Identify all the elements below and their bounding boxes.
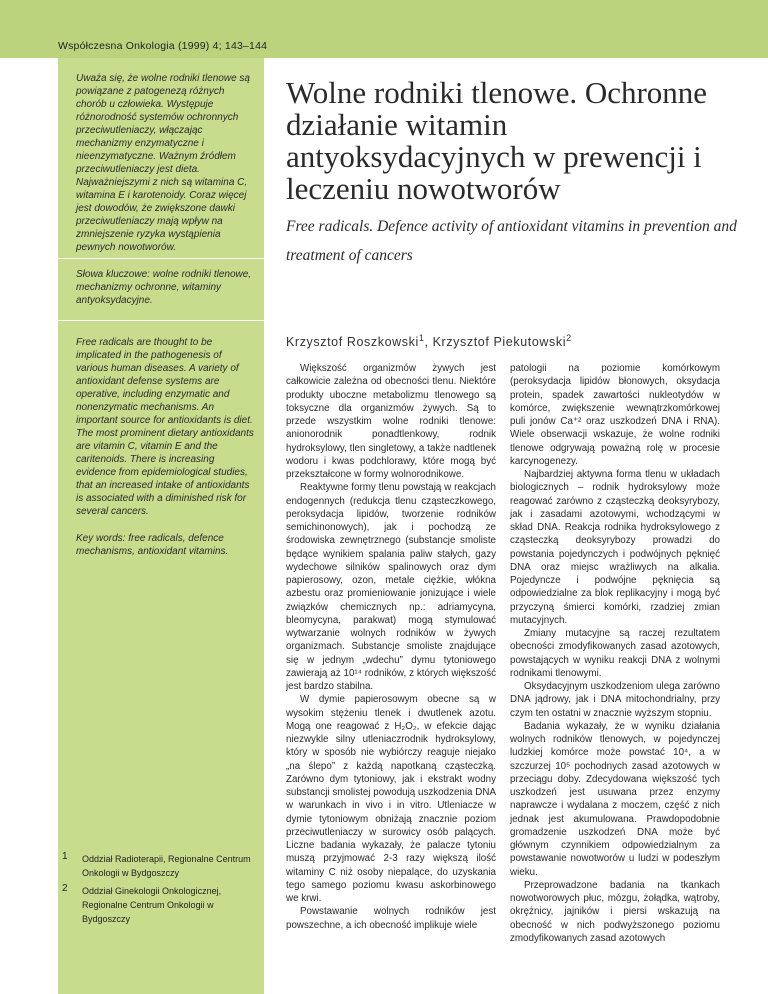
- author-separator: ,: [424, 335, 433, 350]
- footnote-number: 2: [62, 883, 68, 894]
- footnote-number: 1: [62, 851, 68, 862]
- body-paragraph: Badania wykazały, że w wyniku działania wolnych rodników tlenowych, w pojedynczej ludzkiej komórce może powstać 10⁴, a w szczurzej 10⁵ pochodnych zasad azotowych w przeciągu doby. Zdecydowana większość tych uszkodzeń jest usuwana przez enzymy naprawcze i wydalana z moczem, część z nich jednak jest akumulowana. Prawdopodobnie gromadzenie uszkodzeń DNA może być głównym czynnikiem odpowiedzialnym za powstawanie nowotworów u ludzi w podeszłym wieku.: [510, 720, 720, 878]
- article-subtitle: Free radicals. Defence activity of antioxidant vitamins in prevention and treatment of cancers: [286, 218, 737, 264]
- author-list: [286, 333, 572, 349]
- sidebar-divider: [58, 320, 264, 321]
- abstract-english: Free radicals are thought to be implicated in the pathogenesis of various human diseases. A variety of antioxidant defense systems are operative, including enzymatic and nonenzymatic mechanisms. An important source for antioxidants is diet. The most prominent dietary antioxidants are vitamin C, vitamin E and the caritenoids. There is increasing evidence from epidemiological studies, that an increased intake of antioxidants is associated with a diminished risk for several cancers.: [76, 337, 254, 517]
- body-paragraph: W dymie papierosowym obecne są w wysokim stężeniu tlenek i dwutlenek azotu. Mogą one reagować z H₂O₂, w efekcie dając niezwykle silny utleniaczrodnik hydroksylowy, który w sposób nie wybiórczy reaguje niejako „na ślepo” z każdą napotkaną cząsteczką. Zarówno dym tytoniowy, jak i ekstrakt wodny substancji smolistej powodują uszkodzenia DNA w warunkach in vivo i in vitro. Utleniacze w dymie tytoniowym obniżają znacznie poziom przeciwutleniaczy w surowicy osób palących. Liczne badania wykazały, że palacze tytoniu muszą przyjmować 2-3 razy większą ilość witaminy C niż osoby niepalące, do uzyskania tego samego poziomu kwasu askorbinowego we krwi.: [286, 694, 496, 904]
- body-paragraph: Oksydacyjnym uszkodzeniom ulega zarówno DNA jądrowy, jak i DNA mitochondrialny, przy czym ten ostatni w znacznie wyższym stopniu.: [510, 681, 720, 719]
- author-name: Krzysztof Piekutowski: [432, 335, 567, 350]
- journal-citation: Współczesna Onkologia (1999) 4; 143–144: [58, 40, 268, 52]
- body-paragraph: Przeprowadzone badania na tkankach nowotworowych płuc, mózgu, żołądka, wątroby, okrężnicy, jajników i piersi wskazują na obecność w nich podwyższonego poziomu zmodyfikowanych zasad azotowych: [510, 879, 720, 944]
- abstract-polish: Uważa się, że wolne rodniki tlenowe są powiązane z patogenezą różnych chorób u człowieka. Występuje różnorodność systemów ochronnych przeciwutleniaczy, włączając mechanizmy enzymatyczne i nieenzymatyczne. Ważnym źródłem przeciwutleniaczy jest dieta. Najważniejszymi z nich są witamina C, witamina E i karotenoidy. Coraz więcej jest dowodów, że zwiększone dawki przeciwutleniaczy mają wpływ na zmniejszenie ryzyka wystąpienia pewnych nowotworów.: [76, 73, 250, 253]
- body-paragraph: Najbardziej aktywna forma tlenu w układach biologicznych – rodnik hydroksylowy może reagować zarówno z cząsteczką deoksyrybozy, jak i zasadami azotowymi, wchodzącymi w skład DNA. Reakcja rodnika hydroksylowego z cząsteczką deoksyrybozy prowadzi do powstania pojedynczych i podwójnych pęknięć DNA oraz miejsc wrażliwych na alkalia. Pojedyncze i podwójne pęknięcia są odpowiedzialne za blok replikacyjny i mogą być przyczyną śmierci komórki, rzadziej zmian mutacyjnych.: [510, 469, 720, 626]
- body-paragraph: patologii na poziomie komórkowym (peroksydacja lipidów błonowych, oksydacja protein, spadek zawartości nukleotydów w komórce, zwiększenie wewnątrzkomórkowej puli jonów Ca⁺² oraz uszkodzeń DNA i RNA). Wiele obserwacji wskazuje, że wolne rodniki tlenowe odgrywają poważną rolę w procesie karcynogenezy.: [510, 363, 720, 467]
- body-paragraph: Reaktywne formy tlenu powstają w reakcjach endogennych (redukcja tlenu cząsteczkowego, peroksydacja lipidów, tworzenie rodników semichinonowych), jak i pochodzą ze środowiska zewnętrznego (substancje smoliste będące wynikiem spalania paliw stałych, gazy wydechowe silników spalinowych oraz dym papierosowy, ozon, metale ciężkie, włókna azbestu oraz promieniowanie jonizujące i wiele związków chemicznych np.: adriamycyna, bleomycyna, parakwat) mogą stymulować wytwarzanie wolnych rodników w żywych organizmach. Substancje smoliste znajdujące się w jednym „wdechu” dymu tytoniowego zawierają aż 10¹⁴ rodników, z których większość jest bardzo stabilna.: [286, 482, 496, 692]
- footnote-text: Oddział Ginekologii Onkologicznej, Regionalne Centrum Onkologii w Bydgoszczy: [82, 886, 222, 924]
- footnote: [60, 884, 264, 926]
- body-paragraph: Zmiany mutacyjne są raczej rezultatem obecności zmodyfikowanych zasad azotowych, powstających w wyniku reakcji DNA z wolnymi rodnikami tlenowymi.: [510, 628, 720, 679]
- footnote-text: Oddział Radioterapii, Regionalne Centrum Onkologii w Bydgoszczy: [82, 854, 251, 878]
- article-title: Wolne rodniki tlenowe. Ochronne działanie witamin antyoksydacyjnych w prewencji i leczeniu nowotworów: [286, 75, 708, 206]
- body-paragraph: Większość organizmów żywych jest całkowicie zależna od obecności tlenu. Niektóre produkty uboczne metabolizmu tlenowego są toksyczne dla organizmów żywych. Są to przede wszystkim wolne rodniki tlenowe: anionorodnik ponadtlenkowy, rodnik hydroksylowy, tlen singletowy, a także nadtlenek wodoru i kwas podchlorawy, które mogą być przekształcone w formy wolnorodnikowe.: [286, 363, 496, 480]
- keywords-polish: Słowa kluczowe: wolne rodniki tlenowe, mechanizmy ochronne, witaminy antyoksydacyjne.: [76, 269, 252, 306]
- keywords-english: Key words: free radicals, defence mechanisms, antioxidant vitamins.: [76, 533, 229, 557]
- sidebar-divider: [58, 258, 264, 259]
- body-paragraph: Powstawanie wolnych rodników jest powszechne, a ich obecność implikuje wiele: [286, 906, 496, 931]
- footnote: [60, 852, 264, 880]
- author-affiliation-mark: 2: [566, 333, 572, 343]
- author-name: Krzysztof Roszkowski: [286, 335, 419, 350]
- body-column-right: [510, 362, 720, 945]
- author-affiliation-mark: 1: [418, 333, 425, 343]
- body-column-left: [286, 362, 496, 932]
- affiliation-footnotes: [60, 852, 264, 930]
